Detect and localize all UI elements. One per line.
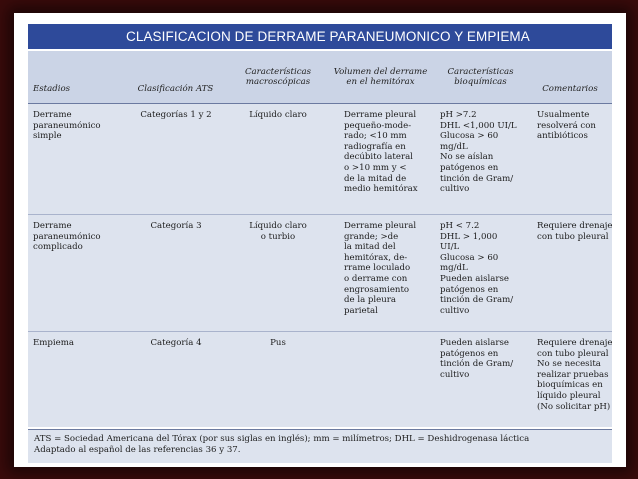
table-row	[28, 104, 612, 215]
table-footnote	[28, 429, 612, 463]
header-volumen: Volumen del derrame en el hemitórax	[333, 66, 428, 87]
slide-title: CLASIFICACION DE DERRAME PARANEUMONICO Y EMPIEMA	[28, 24, 612, 49]
header-clasificacion: Clasificación ATS	[137, 83, 214, 94]
cell-macroscopicas: Líquido claro	[249, 110, 307, 120]
cell-volumen: Derrame pleural pequeño-mode- rado; <10 mm radiografía en decúbito lateral o >10 mm y < de la mitad de medio hemitórax	[344, 110, 418, 195]
cell-bioquimicas: Pueden aislarse patógenos en tinción de Gram/ cultivo	[440, 338, 514, 380]
cell-estadio: Empiema	[33, 338, 75, 348]
cell-clasificacion: Categoría 3	[150, 221, 202, 231]
cell-comentarios: Usualmente resolverá con antibióticos	[537, 110, 596, 142]
cell-estadio: Derrame paraneumónico simple	[33, 110, 101, 142]
table-row	[28, 215, 612, 332]
table-row	[28, 332, 612, 427]
header-estadios: Estadios	[33, 83, 71, 94]
cell-bioquimicas: pH < 7.2 DHL > 1,000 UI/L Glucosa > 60 mg/dL Pueden aislarse patógenos en tinción de Gram/ cultivo	[440, 221, 514, 316]
footnote-abbreviations: ATS = Sociedad Americana del Tórax (por sus siglas en inglés); mm = milímetros; DHL = Deshidrogenasa láctica	[34, 434, 530, 444]
cell-macroscopicas: Pus	[270, 338, 286, 348]
header-caracteristicas-bioquimicas: Características bioquímicas	[447, 66, 514, 87]
cell-estadio: Derrame paraneumónico complicado	[33, 221, 101, 253]
cell-comentarios: Requiere drenaje con tubo pleural	[537, 221, 613, 242]
classification-table	[28, 51, 612, 427]
cell-clasificacion: Categorías 1 y 2	[140, 110, 212, 120]
header-caracteristicas-macroscopicas: Características macroscópicas	[244, 66, 312, 87]
cell-bioquimicas: pH >7.2 DHL <1,000 UI/L Glucosa > 60 mg/dL No se aíslan patógenos en tinción de Gram/ cultivo	[440, 110, 517, 195]
cell-macroscopicas: Líquido claro o turbio	[249, 221, 307, 242]
cell-comentarios: Requiere drenaje con tubo pleural No se necesita realizar pruebas bioquímicas en líquido pleural (No solicitar pH)	[537, 338, 613, 412]
header-comentarios: Comentarios	[542, 83, 598, 94]
table-header-row	[28, 51, 612, 104]
cell-clasificacion: Categoría 4	[150, 338, 202, 348]
slide	[14, 13, 626, 467]
cell-volumen: Derrame pleural grande; >de la mitad del hemitórax, de- rrame loculado o derrame con engrosamiento de la pleura parietal	[344, 221, 417, 316]
footnote-source: Adaptado al español de las referencias 36 y 37.	[34, 445, 241, 455]
